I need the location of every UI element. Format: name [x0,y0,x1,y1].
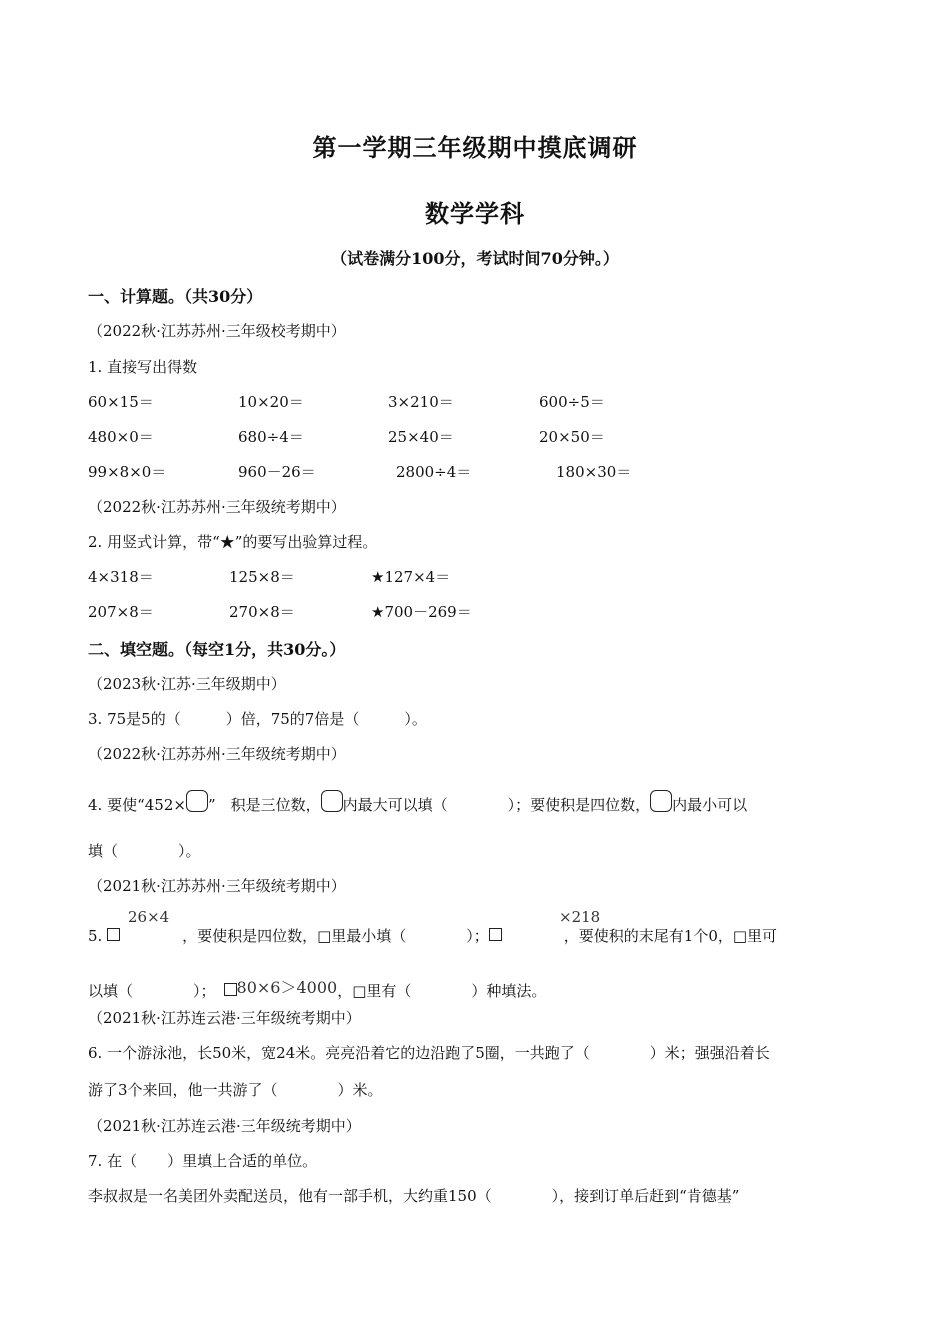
blank-square-icon [650,790,672,812]
q5-expression-3: 80×6＞4000 [236,978,338,997]
q2-item: 4×318＝ [88,568,154,586]
section2-heading: 二、填空题。（每空1分，共30分。） [88,640,346,659]
q1-item: 680÷4＝ [238,428,304,446]
q2-item: ★127×4＝ [371,568,451,586]
q1-item: 180×30＝ [556,463,632,481]
section1-heading: 一、计算题。（共30分） [88,287,263,306]
q1-item: 600÷5＝ [539,393,605,411]
q1-item: 10×20＝ [238,393,304,411]
q4-text: ” 积是三位数， [207,796,321,814]
q1-item: 99×8×0＝ [88,463,167,481]
q4-line2: 填（ ）。 [88,842,201,860]
q5-line1 [88,925,777,946]
q1-source: （2022秋·江苏苏州·三年级校考期中） [88,322,346,340]
q7-line2: 李叔叔是一名美团外卖配送员，他有一部手机，大约重150（ ），接到订单后赶到“肯德基” [88,1187,740,1205]
subject-title: 数学学科 [425,199,525,228]
q6-line2: 游了3个来回，他一共游了（ ）米。 [88,1081,383,1099]
q1-prompt: 1. 直接写出得数 [88,358,198,376]
q5-source: （2021秋·江苏苏州·三年级统考期中） [88,877,346,895]
q1-item: 20×50＝ [539,428,605,446]
q4-text: 4. 要使“452× [88,796,186,814]
q1-item: 480×0＝ [88,428,154,446]
q7-source: （2021秋·江苏连云港·三年级统考期中） [88,1117,361,1135]
q1-item: 3×210＝ [388,393,454,411]
q5-text: ，要使积是四位数，□里最小填（ ）； [182,927,489,945]
q5-text: 5. [88,927,108,945]
q2-item: ★700－269＝ [371,603,472,621]
q4-line1 [88,790,747,815]
q5-expression-2: ×218 [559,908,601,926]
q4-text: 内最小可以 [672,796,748,814]
q2-source: （2022秋·江苏苏州·三年级统考期中） [88,498,346,516]
q5-expression-1: 26×4 [128,908,170,926]
q2-item: 270×8＝ [229,603,295,621]
q7-line1: 7. 在（ ）里填上合适的单位。 [88,1152,318,1170]
q5-text: ，要使积的末尾有1个0，□里可 [563,927,778,945]
q5-line2 [88,975,546,1001]
q3-text: 3. 75是5的（ ）倍，75的7倍是（ ）。 [88,710,427,728]
q2-prompt: 2. 用竖式计算，带“★”的要写出验算过程。 [88,533,378,551]
blank-box-icon [489,928,502,941]
q5-text: ，□里有（ ）种填法。 [337,982,547,1000]
q1-item: 25×40＝ [388,428,454,446]
q6-source: （2021秋·江苏连云港·三年级统考期中） [88,1009,361,1027]
q5-text: 以填（ ）； [88,982,216,1000]
q4-text: 内最大可以填（ ）；要使积是四位数， [342,796,651,814]
q6-line1: 6. 一个游泳池，长50米，宽24米。亮亮沿着它的边沿跑了5圈，一共跑了（ ）米；强强沿着长 [88,1044,770,1062]
exam-note: （试卷满分100分，考试时间70分钟。） [331,249,619,268]
page-title: 第一学期三年级期中摸底调研 [312,133,638,162]
blank-box-icon [224,983,237,996]
blank-box-icon [107,928,120,941]
q1-item: 2800÷4＝ [396,463,472,481]
q3-source: （2023秋·江苏·三年级期中） [88,675,286,693]
blank-square-icon [186,790,208,812]
q2-item: 125×8＝ [229,568,295,586]
q4-source: （2022秋·江苏苏州·三年级统考期中） [88,745,346,763]
q1-item: 60×15＝ [88,393,154,411]
q2-item: 207×8＝ [88,603,154,621]
q1-item: 960－26＝ [238,463,316,481]
blank-square-icon [321,790,343,812]
